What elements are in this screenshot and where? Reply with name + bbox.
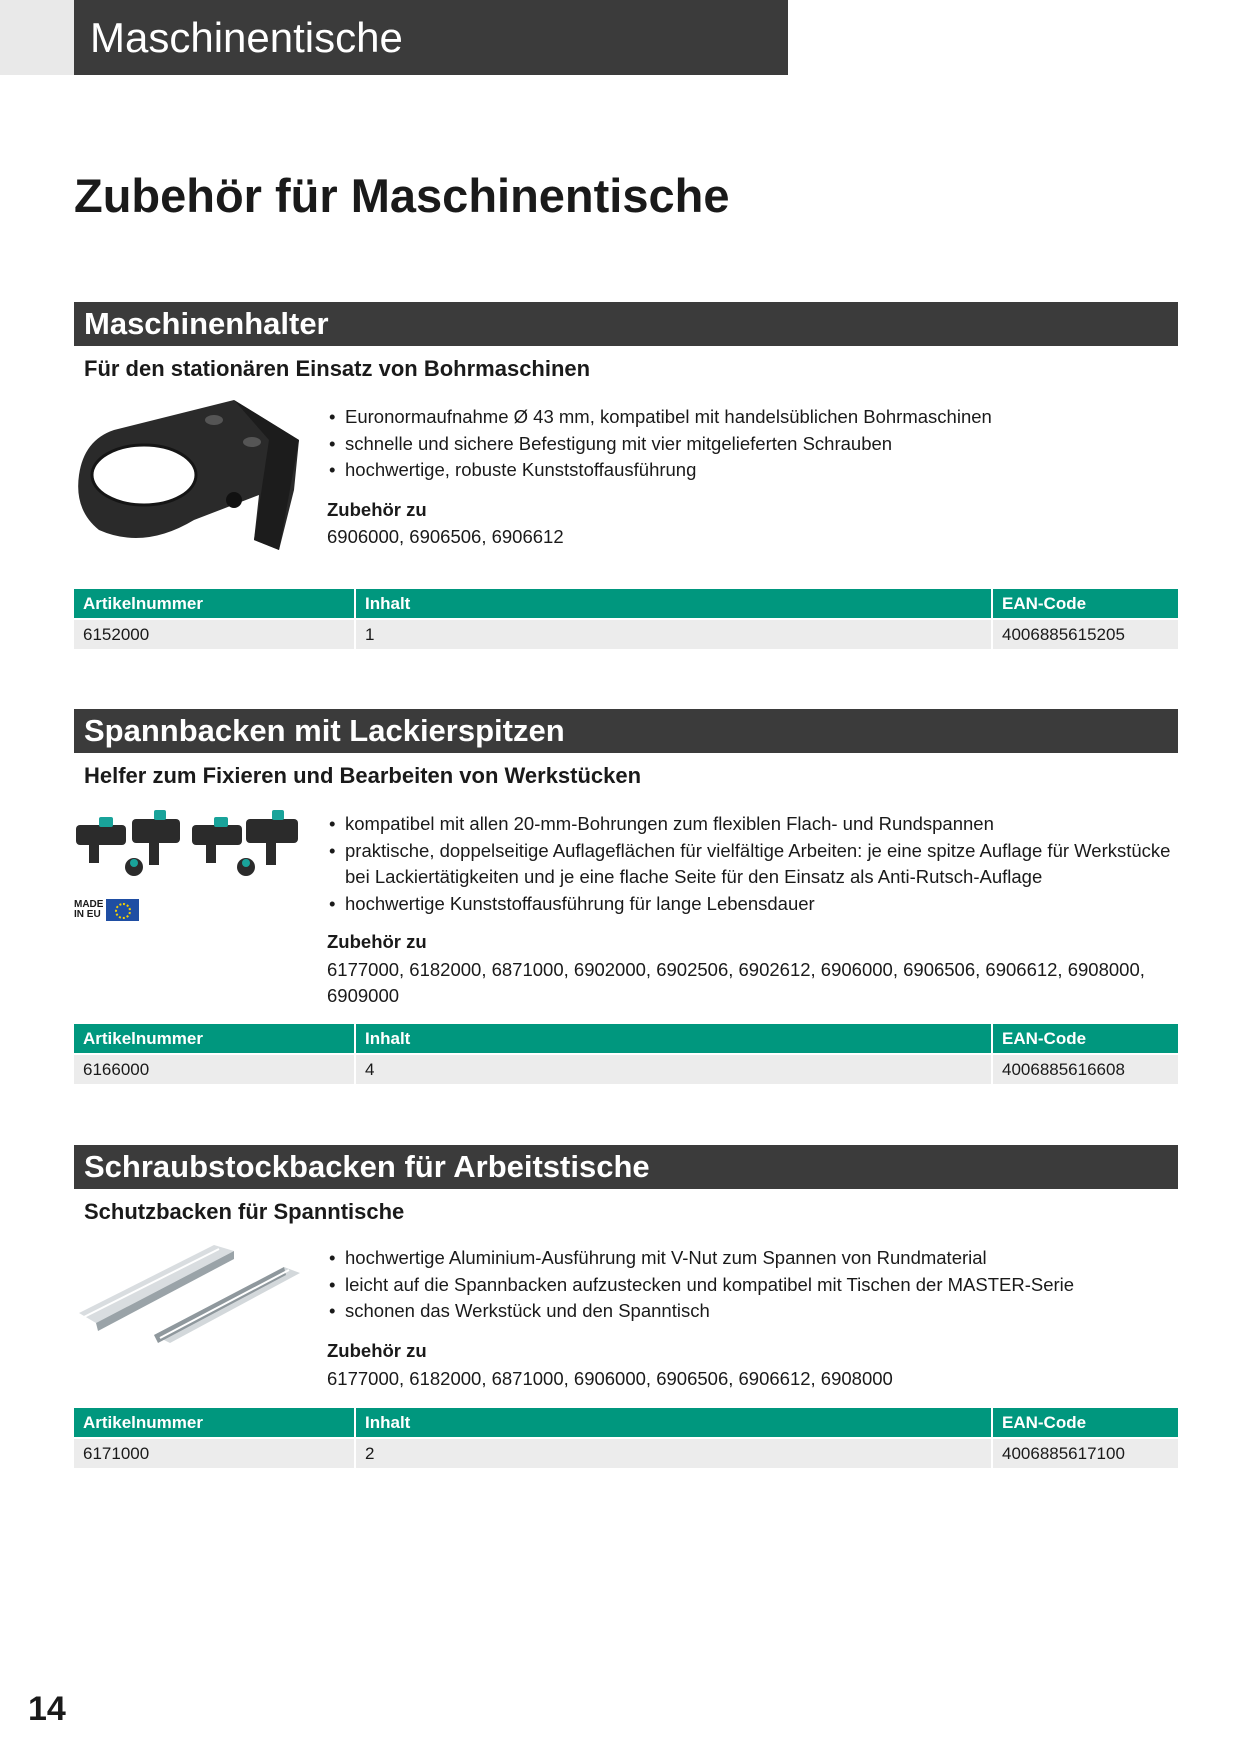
machine-holder-image	[74, 400, 304, 560]
col-header-article: Artikelnummer	[74, 589, 355, 619]
section-title: Maschinenhalter	[74, 302, 1178, 346]
accessory-list: 6906000, 6906506, 6906612	[327, 526, 564, 547]
vise-jaws-image	[74, 1245, 304, 1345]
feature-item: • leicht auf die Spannbacken aufzustecken und kompatibel mit Tischen der MASTER-Serie	[327, 1272, 1177, 1299]
feature-item: • Euronormaufnahme Ø 43 mm, kompatibel mit handelsüblichen Bohrmaschinen	[327, 404, 1177, 431]
feature-item: • schnelle und sichere Befestigung mit vier mitgelieferten Schrauben	[327, 431, 1177, 458]
section-spannbacken	[74, 709, 1178, 1079]
cell-content: 2	[355, 1438, 992, 1468]
left-strip	[0, 0, 74, 75]
section-title: Schraubstockbacken für Arbeitstische	[74, 1145, 1178, 1189]
cell-content: 1	[355, 619, 992, 649]
cell-content: 4	[355, 1054, 992, 1084]
col-header-ean: EAN-Code	[992, 1024, 1178, 1054]
col-header-content: Inhalt	[355, 589, 992, 619]
product-table	[74, 589, 1178, 649]
section-maschinenhalter	[74, 302, 1178, 644]
accessory-list: 6177000, 6182000, 6871000, 6902000, 6902506, 6902612, 6906000, 6906506, 6906612, 6908000, 6909000	[327, 959, 1145, 1006]
col-header-ean: EAN-Code	[992, 589, 1178, 619]
page-title: Zubehör für Maschinentische	[74, 169, 730, 222]
section-subtitle: Für den stationären Einsatz von Bohrmaschinen	[84, 356, 591, 381]
clamping-jaws-image	[74, 805, 304, 885]
badge-line: MADE	[74, 899, 104, 910]
section-schraubstockbacken	[74, 1145, 1178, 1463]
cell-ean: 4006885615205	[992, 619, 1178, 649]
product-table	[74, 1408, 1178, 1468]
col-header-article: Artikelnummer	[74, 1408, 355, 1438]
badge-line: IN EU	[74, 909, 101, 920]
accessory-list: 6177000, 6182000, 6871000, 6906000, 6906506, 6906612, 6908000	[327, 1368, 893, 1389]
feature-item: • praktische, doppelseitige Auflageflächen für vielfältige Arbeiten: je eine spitze Auflage für Werkstücke bei Lackiertätigkeiten und je eine flache Seite für den Einsatz als Anti-Rutsch-Auflage	[327, 838, 1177, 891]
col-header-ean: EAN-Code	[992, 1408, 1178, 1438]
feature-list	[327, 404, 1177, 484]
section-subtitle: Schutzbacken für Spanntische	[84, 1199, 405, 1224]
table-row	[74, 1438, 1178, 1468]
eu-flag-icon	[106, 899, 139, 921]
cell-ean: 4006885617100	[992, 1438, 1178, 1468]
cell-ean: 4006885616608	[992, 1054, 1178, 1084]
feature-item: • kompatibel mit allen 20-mm-Bohrungen zum flexiblen Flach- und Rundspannen	[327, 811, 1177, 838]
feature-item: • hochwertige Kunststoffausführung für lange Lebensdauer	[327, 891, 1177, 918]
feature-list	[327, 811, 1177, 917]
cell-article: 6166000	[74, 1054, 355, 1084]
col-header-content: Inhalt	[355, 1408, 992, 1438]
accessory-label: Zubehör zu	[327, 1340, 427, 1361]
chapter-header: Maschinentische	[74, 0, 788, 75]
made-in-eu-badge	[74, 899, 139, 921]
page-number: 14	[28, 1690, 66, 1728]
feature-item: • hochwertige Aluminium-Ausführung mit V-Nut zum Spannen von Rundmaterial	[327, 1245, 1177, 1272]
cell-article: 6152000	[74, 619, 355, 649]
section-subtitle: Helfer zum Fixieren und Bearbeiten von Werkstücken	[84, 763, 642, 788]
accessory-label: Zubehör zu	[327, 931, 427, 952]
feature-item: • hochwertige, robuste Kunststoffausführung	[327, 457, 1177, 484]
accessory-label: Zubehör zu	[327, 499, 427, 520]
col-header-article: Artikelnummer	[74, 1024, 355, 1054]
product-table	[74, 1024, 1178, 1084]
col-header-content: Inhalt	[355, 1024, 992, 1054]
section-title: Spannbacken mit Lackierspitzen	[74, 709, 1178, 753]
table-row	[74, 1054, 1178, 1084]
feature-list	[327, 1245, 1177, 1325]
table-row	[74, 619, 1178, 649]
feature-item: • schonen das Werkstück und den Spanntisch	[327, 1298, 1177, 1325]
cell-article: 6171000	[74, 1438, 355, 1468]
